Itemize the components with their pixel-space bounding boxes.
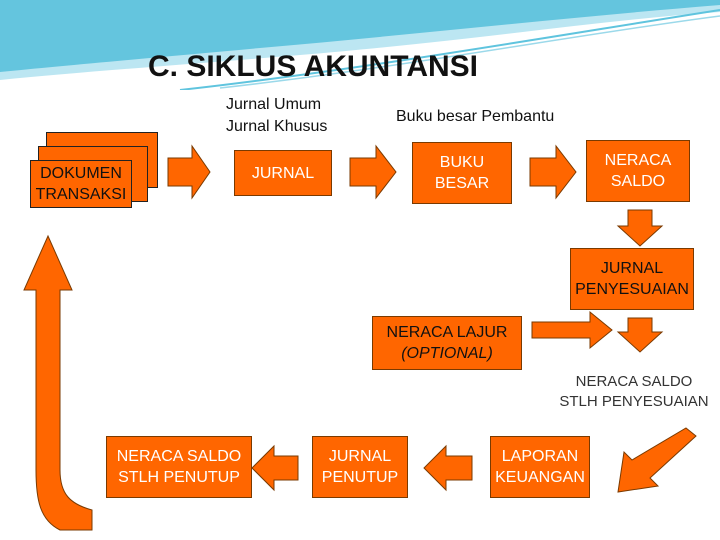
jurnal-umum-label: Jurnal Umum [226, 96, 322, 113]
arrow-return-to-dokumen [24, 236, 92, 530]
jurnal-penutup-line-2: PENUTUP [321, 469, 399, 486]
neraca-saldo-penutup-line-2: STLH PENUTUP [118, 469, 240, 486]
arrow-dokumen-to-jurnal [168, 146, 210, 198]
arrow-lajur-to-right [532, 312, 612, 348]
arrow-penyesuaian-down [618, 318, 662, 352]
jurnal-text: JURNAL [251, 164, 315, 182]
jurnal-penyesuaian-line-1: JURNAL [600, 260, 664, 277]
neraca-saldo-line-2: SALDO [610, 173, 666, 190]
page-title: C. SIKLUS AKUNTANSI [148, 50, 478, 83]
arrow-penutup-to-saldopenutup [252, 446, 298, 490]
arrow-neracasaldo-to-penyesuaian [618, 210, 662, 246]
buku-besar-pembantu-label: Buku besar Pembantu [396, 108, 555, 125]
arrow-bukubesar-to-neracasaldo [530, 146, 576, 198]
laporan-keuangan-line-2: KEUANGAN [495, 469, 585, 486]
jurnal-penutup-line-1: JURNAL [328, 448, 392, 465]
nsp-line-1: NERACA SALDO [575, 373, 693, 390]
arrow-nsp-to-laporan [618, 428, 696, 492]
nsp-line-2: STLH PENYESUAIAN [559, 393, 709, 410]
buku-besar-line-1: BUKU [439, 154, 485, 171]
jurnal-khusus-label: Jurnal Khusus [226, 118, 328, 135]
arrow-jurnal-to-bukubesar [350, 146, 396, 198]
dokumen-line-1: DOKUMEN [40, 165, 122, 182]
laporan-keuangan-line-1: LAPORAN [501, 448, 579, 465]
neraca-saldo-line-1: NERACA [604, 152, 672, 169]
buku-besar-line-2: BESAR [434, 175, 490, 192]
arrow-laporan-to-penutup [424, 446, 472, 490]
dokumen-line-2: TRANSAKSI [35, 186, 127, 203]
neraca-lajur-line-1: NERACA LAJUR [386, 324, 508, 341]
jurnal-penyesuaian-line-2: PENYESUAIAN [575, 281, 689, 298]
neraca-saldo-penutup-line-1: NERACA SALDO [116, 448, 242, 465]
neraca-lajur-line-2: (OPTIONAL) [401, 345, 493, 362]
